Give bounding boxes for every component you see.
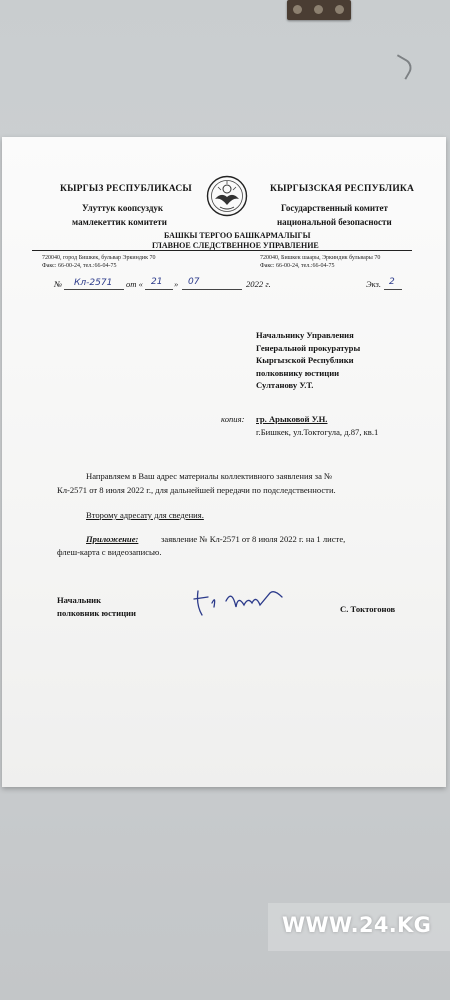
copy-count: 2: [389, 277, 395, 287]
ref-day: 21: [151, 277, 163, 287]
recipient-line-4: полковнику юстиции: [256, 367, 340, 378]
address-right-2: Факс: 66-00-24, тел.:66-04-75: [260, 263, 335, 269]
copy-count-line: [384, 278, 402, 290]
header-dept-kg: БАШКЫ ТЕРГОО БАШКАРМАЛЫГЫ: [164, 231, 311, 240]
attachment-label: Приложение:: [86, 534, 139, 544]
ref-number: Кл-2571: [74, 278, 113, 288]
ref-month: 07: [188, 277, 200, 287]
header-kg-committee-1: Улуттук коопсуздук: [82, 203, 164, 213]
copy-address: г.Бишкек, ул.Токтогула, д.87, кв.1: [256, 427, 379, 437]
body-p1-line1: Направляем в Ваш адрес материалы коллективного заявления за №: [86, 471, 333, 481]
state-emblem-icon: [206, 175, 248, 217]
header-ru-committee-1: Государственный комитет: [281, 203, 388, 213]
copy-label: копия:: [221, 414, 245, 424]
recipient-block: [256, 329, 360, 392]
recipient-line-5: Султанову У.Т.: [256, 380, 314, 390]
attachment-line-2: флеш-карта с видеозаписью.: [57, 547, 162, 557]
header-kg-committee-2: мамлекеттик комитети: [72, 217, 167, 227]
watermark-text: WWW.24.KG: [282, 913, 432, 937]
recipient-line-3: Кыргызской Республики: [256, 355, 354, 365]
ref-month-line: [182, 278, 242, 290]
ref-day-line: [145, 278, 173, 290]
recipient-line-1: Начальнику Управления: [256, 330, 354, 340]
ref-from-label: от «: [126, 279, 143, 289]
signer-title-1: Начальник: [57, 595, 102, 605]
ref-year: 2022 г.: [246, 279, 271, 289]
copy-count-label: Экз.: [366, 279, 382, 289]
header-ru-committee-2: национальной безопасности: [277, 217, 392, 227]
signer-name: С. Токтогонов: [340, 604, 396, 614]
copy-name: гр. Арыковой У.Н.: [256, 414, 328, 424]
ref-no-label: №: [54, 279, 63, 289]
door-hinge: [287, 0, 351, 20]
wall-hook: [389, 54, 415, 80]
address-right-1: 720040, Бишкек шаары, Эркиндик бульвары 70: [260, 255, 381, 261]
address-left-2: Факс: 66-00-24, тел.:66-04-75: [42, 263, 117, 269]
header-dept-ru: ГЛАВНОЕ СЛЕДСТВЕННОЕ УПРАВЛЕНИЕ: [152, 241, 319, 250]
recipient-line-2: Генеральной прокуратуры: [256, 342, 361, 353]
handwritten-signature: [192, 585, 287, 619]
address-left-1: 720040, город Бишкек, бульвар Эркиндик 70: [42, 255, 156, 261]
body-p1-line2: Кл-2571 от 8 июля 2022 г., для дальнейшей передачи по подследственности.: [57, 485, 336, 495]
ref-month-sep: »: [174, 279, 179, 289]
letter-document: [2, 137, 446, 787]
body-p2: Второму адресату для сведения.: [86, 510, 204, 520]
header-ru-country: КЫРГЫЗСКАЯ РЕСПУБЛИКА: [270, 184, 415, 194]
header-kg-country: КЫРГЫЗ РЕСПУБЛИКАСЫ: [60, 184, 192, 194]
attachment-line-1: заявление № Кл-2571 от 8 июля 2022 г. на 1 листе,: [161, 534, 346, 544]
header-divider: [32, 250, 412, 251]
ref-number-line: [64, 278, 124, 290]
watermark: [268, 903, 450, 951]
signer-title-2: полковник юстиции: [57, 608, 136, 618]
